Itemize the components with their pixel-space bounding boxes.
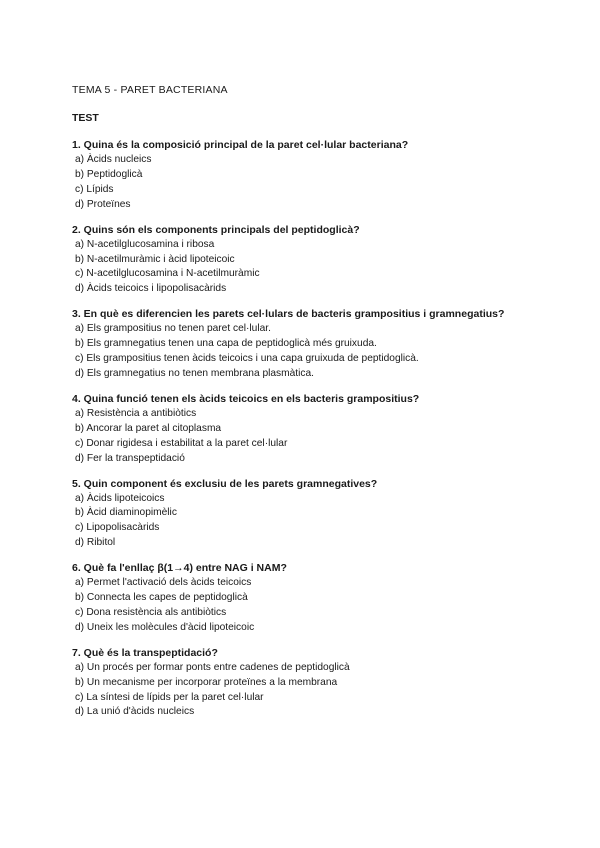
answer-option: a) Àcids lipoteicoics bbox=[75, 492, 165, 504]
answer-option: d) Fer la transpeptidació bbox=[75, 452, 185, 464]
question-title: 4. Quina funció tenen els àcids teicoics en els bacteris grampositius? bbox=[72, 392, 420, 405]
question-block bbox=[72, 646, 542, 721]
question-block bbox=[72, 223, 542, 298]
document-header: TEMA 5 - PARET BACTERIANA bbox=[72, 84, 228, 96]
section-title: TEST bbox=[72, 112, 99, 124]
question-title: 1. Quina és la composició principal de la paret cel·lular bacteriana? bbox=[72, 139, 409, 151]
answer-option: d) Àcids teicoics i lipopolisacàrids bbox=[75, 283, 227, 295]
answer-option: d) Ribitol bbox=[75, 537, 116, 549]
question-title: 2. Quins són els components principals del peptidoglicà? bbox=[72, 223, 360, 236]
question-title: 3. En què es diferencien les parets cel·lulars de bacteris grampositius i gramnegatius? bbox=[72, 308, 505, 321]
question-title: 5. Quin component és exclusiu de les parets gramnegatives? bbox=[72, 477, 378, 490]
answer-option: b) Un mecanisme per incorporar proteïnes a la membrana bbox=[75, 676, 338, 688]
answer-option: d) Uneix les molècules d'àcid lipoteicoic bbox=[75, 621, 255, 633]
answer-option: a) N-acetilglucosamina i ribosa bbox=[75, 238, 215, 250]
question-title: 6. Què fa l'enllaç β(1→4) entre NAG i NAM? bbox=[72, 562, 287, 575]
answer-option: c) Donar rigidesa i estabilitat a la paret cel·lular bbox=[75, 437, 288, 449]
answer-option: c) Lípids bbox=[75, 183, 114, 195]
answer-option: d) Els gramnegatius no tenen membrana plasmàtica. bbox=[75, 367, 314, 379]
answer-option: a) Àcids nucleics bbox=[75, 154, 152, 165]
answer-option: d) Proteïnes bbox=[75, 198, 131, 210]
question-block bbox=[72, 477, 542, 552]
answer-option: a) Els grampositius no tenen paret cel·lular. bbox=[75, 323, 271, 335]
question-block bbox=[72, 307, 542, 382]
answer-option: d) La unió d'àcids nucleics bbox=[75, 706, 195, 718]
question-list bbox=[72, 138, 542, 730]
answer-option: b) Els gramnegatius tenen una capa de peptidoglicà més gruixuda. bbox=[75, 338, 377, 350]
answer-option: b) Peptidoglicà bbox=[75, 168, 143, 180]
answer-option: b) Àcid diaminopimèlic bbox=[75, 507, 177, 519]
answer-option: b) N-acetilmuràmic i àcid lipoteicoic bbox=[75, 253, 235, 265]
answer-option: a) Permet l'activació dels àcids teicoics bbox=[75, 577, 252, 589]
answer-option: c) Lipopolisacàrids bbox=[75, 522, 160, 534]
question-block bbox=[72, 138, 542, 213]
answer-option: c) Els grampositius tenen àcids teicoics i una capa gruixuda de peptidoglicà. bbox=[75, 353, 419, 365]
answer-option: a) Un procés per formar ponts entre cadenes de peptidoglicà bbox=[75, 661, 350, 673]
question-title: 7. Què és la transpeptidació? bbox=[72, 646, 218, 659]
answer-option: b) Connecta les capes de peptidoglicà bbox=[75, 592, 248, 604]
answer-option: b) Ancorar la paret al citoplasma bbox=[75, 422, 222, 434]
answer-option: c) La síntesi de lípids per la paret cel·lular bbox=[75, 691, 264, 703]
question-block bbox=[72, 561, 542, 636]
answer-option: a) Resistència a antibiòtics bbox=[75, 407, 197, 419]
answer-option: c) Dona resistència als antibiòtics bbox=[75, 606, 227, 618]
question-block bbox=[72, 392, 542, 467]
answer-option: c) N-acetilglucosamina i N-acetilmuràmic bbox=[75, 268, 260, 280]
